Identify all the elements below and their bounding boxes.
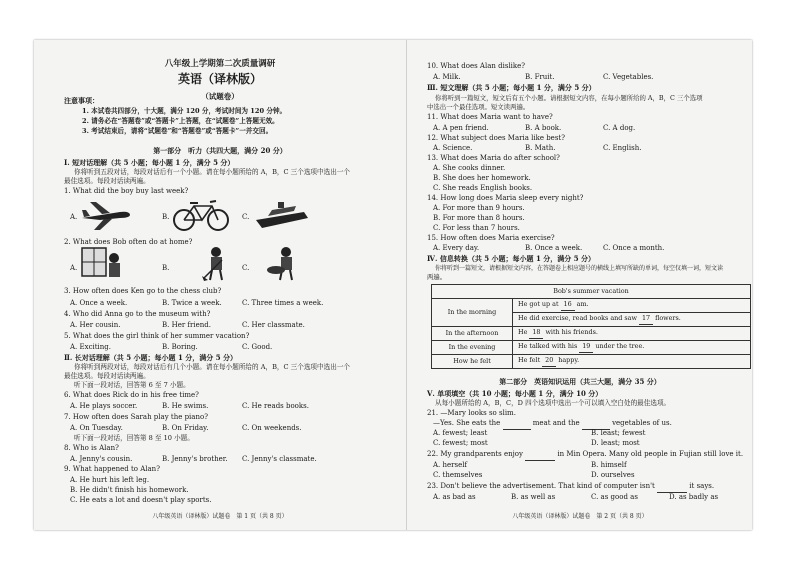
part-heading: 第二部分 英语知识运用（共三大题，满分 35 分） bbox=[499, 377, 661, 386]
section-instruction: 你将听到五段对话，每段对话后有一个小题。请在每小题所给的 A，B，C 三个选项中选出一个 bbox=[74, 168, 350, 176]
answer-blank[interactable] bbox=[503, 419, 531, 430]
blank-16[interactable]: 16 bbox=[561, 300, 575, 311]
exam-sheet bbox=[34, 40, 752, 530]
question-stem: 5. What does the girl think of her summer vacation? bbox=[64, 332, 250, 340]
blank-20[interactable]: 20 bbox=[542, 356, 556, 367]
option: C. Good. bbox=[242, 343, 273, 351]
airplane-icon bbox=[80, 198, 132, 232]
section-instruction: 从每小题所给的 A，B，C，D 四个选项中选出一个可以填入空白处的最佳选项。 bbox=[435, 399, 671, 407]
option-b-label: B. bbox=[162, 213, 170, 221]
stem-part: it says. bbox=[689, 482, 715, 490]
option: A. She cooks dinner. bbox=[433, 164, 506, 172]
page-1 bbox=[34, 40, 406, 530]
note-item: 1. 本试卷共四部分，十大题，满分 120 分，考试时间为 120 分钟。 bbox=[82, 107, 287, 115]
notes-heading: 注意事项： bbox=[64, 96, 99, 105]
cell-text: flowers. bbox=[655, 314, 681, 323]
option-c-label: C. bbox=[242, 264, 250, 272]
row-label: In the evening bbox=[432, 341, 513, 355]
table-cell bbox=[513, 299, 751, 313]
option: A. On Tuesday. bbox=[70, 424, 123, 432]
section-heading: Ⅰ. 短对话理解（共 5 小题；每小题 1 分，满分 5 分） bbox=[64, 158, 235, 167]
option: A. fewest; least bbox=[433, 429, 488, 437]
option: B. himself bbox=[591, 461, 627, 469]
option: B. Math. bbox=[525, 144, 556, 152]
option-b-label: B. bbox=[162, 264, 170, 272]
cell-text: happy. bbox=[558, 356, 580, 365]
answer-blank[interactable] bbox=[657, 482, 687, 493]
note-item: 3. 考试结束后，请将“试题卷”和“答题卷”或“答题卡”一并交回。 bbox=[82, 127, 273, 135]
question-stem: 13. What does Maria do after school? bbox=[427, 154, 560, 162]
question-stem: 4. Who did Anna go to the museum with? bbox=[64, 310, 211, 318]
stem-part: in Min Opera. Many old people in Fujian still love it. bbox=[557, 450, 744, 458]
option: C. Jenny's classmate. bbox=[242, 455, 317, 463]
option: B. Once a week. bbox=[525, 244, 583, 252]
option: A. Science. bbox=[433, 144, 473, 152]
table-title: Bob's summer vacation bbox=[432, 285, 751, 299]
option: A. Once a week. bbox=[70, 299, 128, 307]
option: C. Once a month. bbox=[603, 244, 665, 252]
cell-text: He felt bbox=[518, 356, 541, 365]
option: C. English. bbox=[603, 144, 642, 152]
section-instruction: 两遍。 bbox=[427, 273, 447, 281]
blank-19[interactable]: 19 bbox=[579, 342, 593, 353]
option: D. as badly as bbox=[669, 493, 719, 501]
sweeping-icon bbox=[200, 246, 234, 282]
option: A. Exciting. bbox=[70, 343, 111, 351]
question-stem: 3. How often does Ken go to the chess club? bbox=[64, 287, 222, 295]
question-stem bbox=[427, 482, 714, 493]
stem-part: meat and the bbox=[532, 419, 580, 427]
option: A. Jenny's cousin. bbox=[70, 455, 133, 463]
part-heading: 第一部分 听力（共四大题，满分 20 分） bbox=[153, 146, 287, 155]
table-cell bbox=[513, 341, 751, 355]
question-stem: 6. What does Rick do in his free time? bbox=[64, 391, 199, 399]
option: A. Every day. bbox=[433, 244, 480, 252]
option: B. A book. bbox=[525, 124, 562, 132]
question-stem: 10. What does Alan dislike? bbox=[427, 62, 526, 70]
question-stem bbox=[427, 450, 743, 461]
section-heading: Ⅲ. 短文理解（共 5 小题；每小题 1 分，满分 5 分） bbox=[427, 83, 596, 92]
table-cell bbox=[513, 313, 751, 327]
option: A. herself bbox=[433, 461, 468, 469]
bicycle-icon bbox=[172, 198, 230, 234]
cell-text: He bbox=[518, 328, 528, 337]
option: B. as well as bbox=[511, 493, 556, 501]
cell-text: am. bbox=[576, 300, 589, 309]
page-footer: 八年级英语（译林版）试题卷 第 2 页（共 8 页） bbox=[512, 513, 648, 520]
section-instruction: 你将听到一篇短文，短文后有五个小题。请根据短文内容，在每小题所给的 A，B，C 三个选项 bbox=[435, 94, 703, 102]
option: C. Three times a week. bbox=[242, 299, 324, 307]
section-instruction: 最佳选项。每段对话读两遍。 bbox=[64, 372, 150, 380]
section-instruction: 最佳选项。每段对话读两遍。 bbox=[64, 177, 150, 185]
option: B. He didn't finish his homework. bbox=[70, 486, 189, 494]
subject-title: 英语（译林版） bbox=[177, 72, 262, 86]
listening-instruction: 听下面一段对话，回答第 6 至 7 小题。 bbox=[74, 381, 190, 389]
note-item: 2. 请务必在“答题卷”或“答题卡”上答题，在“试题卷”上答题无效。 bbox=[82, 117, 279, 125]
question-stem: 12. What subject does Maria like best? bbox=[427, 134, 565, 142]
cell-text: with his friends. bbox=[545, 328, 598, 337]
option: B. She does her homework. bbox=[433, 174, 531, 182]
page-footer: 八年级英语（译林版）试题卷 第 1 页（共 8 页） bbox=[152, 513, 288, 520]
option: B. He swims. bbox=[162, 402, 209, 410]
table-cell bbox=[513, 355, 751, 369]
option: C. For less than 7 hours. bbox=[433, 224, 520, 232]
option: C. She reads English books. bbox=[433, 184, 533, 192]
option: A. He plays soccer. bbox=[70, 402, 138, 410]
stem-part: 23. Don't believe the advertisement. That kind of computer isn't bbox=[427, 482, 655, 490]
question-stem: 1. What did the boy buy last week? bbox=[64, 187, 189, 195]
option-c-label: C. bbox=[242, 213, 250, 221]
table-cell bbox=[513, 327, 751, 341]
option: A. Milk. bbox=[433, 73, 461, 81]
cell-text: He did exercise, read books and saw bbox=[518, 314, 637, 323]
ship-icon bbox=[254, 200, 310, 232]
stem-part: vegetables of us. bbox=[612, 419, 672, 427]
page-2 bbox=[406, 40, 753, 530]
question-stem: 14. How long does Maria sleep every night? bbox=[427, 194, 584, 202]
option: C. He reads books. bbox=[242, 402, 309, 410]
option: A. Her cousin. bbox=[70, 321, 121, 329]
option: A. as bad as bbox=[433, 493, 476, 501]
option: A. He hurt his left leg. bbox=[70, 476, 150, 484]
option: C. Her classmate. bbox=[242, 321, 305, 329]
row-label: In the afternoon bbox=[432, 327, 513, 341]
row-label: How he felt bbox=[432, 355, 513, 369]
section-heading: Ⅴ. 单项填空（共 10 小题；每小题 1 分，满分 10 分） bbox=[427, 389, 603, 398]
section-instruction: 中选出一个最佳选项。短文读两遍。 bbox=[427, 103, 530, 111]
window-cleaning-icon bbox=[80, 246, 126, 282]
exam-title: 八年级上学期第二次质量调研 bbox=[164, 59, 276, 69]
option: C. A dog. bbox=[603, 124, 636, 132]
option: B. Jenny's brother. bbox=[162, 455, 228, 463]
cell-text: under the tree. bbox=[595, 342, 645, 351]
blank-18[interactable]: 18 bbox=[529, 328, 543, 339]
section-heading: Ⅳ. 信息转换（共 5 小题；每小题 1 分，满分 5 分） bbox=[427, 254, 596, 263]
option: D. least; most bbox=[591, 439, 640, 447]
option: B. least; fewest bbox=[591, 429, 646, 437]
option: C. Vegetables. bbox=[603, 73, 654, 81]
question-stem: 9. What happened to Alan? bbox=[64, 465, 160, 473]
option-a-label: A. bbox=[70, 264, 78, 272]
question-stem: 21. —Mary looks so slim. bbox=[427, 409, 516, 417]
question-stem: 11. What does Maria want to have? bbox=[427, 113, 553, 121]
option: C. as good as bbox=[591, 493, 638, 501]
stem-part: 22. My grandparents enjoy bbox=[427, 450, 523, 458]
option: C. themselves bbox=[433, 471, 483, 479]
option: A. For more than 9 hours. bbox=[433, 204, 525, 212]
question-stem: 8. Who is Alan? bbox=[64, 444, 119, 452]
section-heading: Ⅱ. 长对话理解（共 5 小题；每小题 1 分，满分 5 分） bbox=[64, 353, 238, 362]
option: B. On Friday. bbox=[162, 424, 209, 432]
option: D. ourselves bbox=[591, 471, 635, 479]
section-instruction: 你将听到一篇短文，请根据短文内容，在答题卷上相应题号的横线上填写所缺的单词，每空仅填一词，短文读 bbox=[435, 265, 724, 272]
option: A. A pen friend. bbox=[433, 124, 489, 132]
blank-17[interactable]: 17 bbox=[639, 314, 653, 325]
info-table bbox=[431, 284, 751, 369]
paper-type: （试题卷） bbox=[201, 92, 239, 101]
answer-blank[interactable] bbox=[582, 419, 610, 430]
row-label: In the morning bbox=[432, 299, 513, 327]
option-a-label: A. bbox=[70, 213, 78, 221]
option: B. Her friend. bbox=[162, 321, 211, 329]
option: B. Fruit. bbox=[525, 73, 555, 81]
option: C. On weekends. bbox=[242, 424, 302, 432]
question-stem: 2. What does Bob often do at home? bbox=[64, 238, 193, 246]
answer-blank[interactable] bbox=[525, 450, 555, 461]
option: C. He eats a lot and doesn't play sports. bbox=[70, 496, 212, 504]
option: B. For more than 8 hours. bbox=[433, 214, 525, 222]
listening-instruction: 听下面一段对话，回答第 8 至 10 小题。 bbox=[74, 434, 194, 442]
washing-dishes-icon bbox=[266, 246, 300, 282]
section-instruction: 你将听到两段对话，每段对话后有几个小题。请在每小题所给的 A，B，C 三个选项中选出一个 bbox=[74, 363, 350, 371]
cell-text: He got up at bbox=[518, 300, 559, 309]
option: C. fewest; most bbox=[433, 439, 488, 447]
cell-text: He talked with his bbox=[518, 342, 578, 351]
option: B. Twice a week. bbox=[162, 299, 222, 307]
question-stem: 15. How often does Maria exercise? bbox=[427, 234, 555, 242]
question-line bbox=[433, 419, 672, 430]
question-stem: 7. How often does Sarah play the piano? bbox=[64, 413, 208, 421]
stem-part: —Yes. She eats the bbox=[433, 419, 501, 427]
option: B. Boring. bbox=[162, 343, 198, 351]
